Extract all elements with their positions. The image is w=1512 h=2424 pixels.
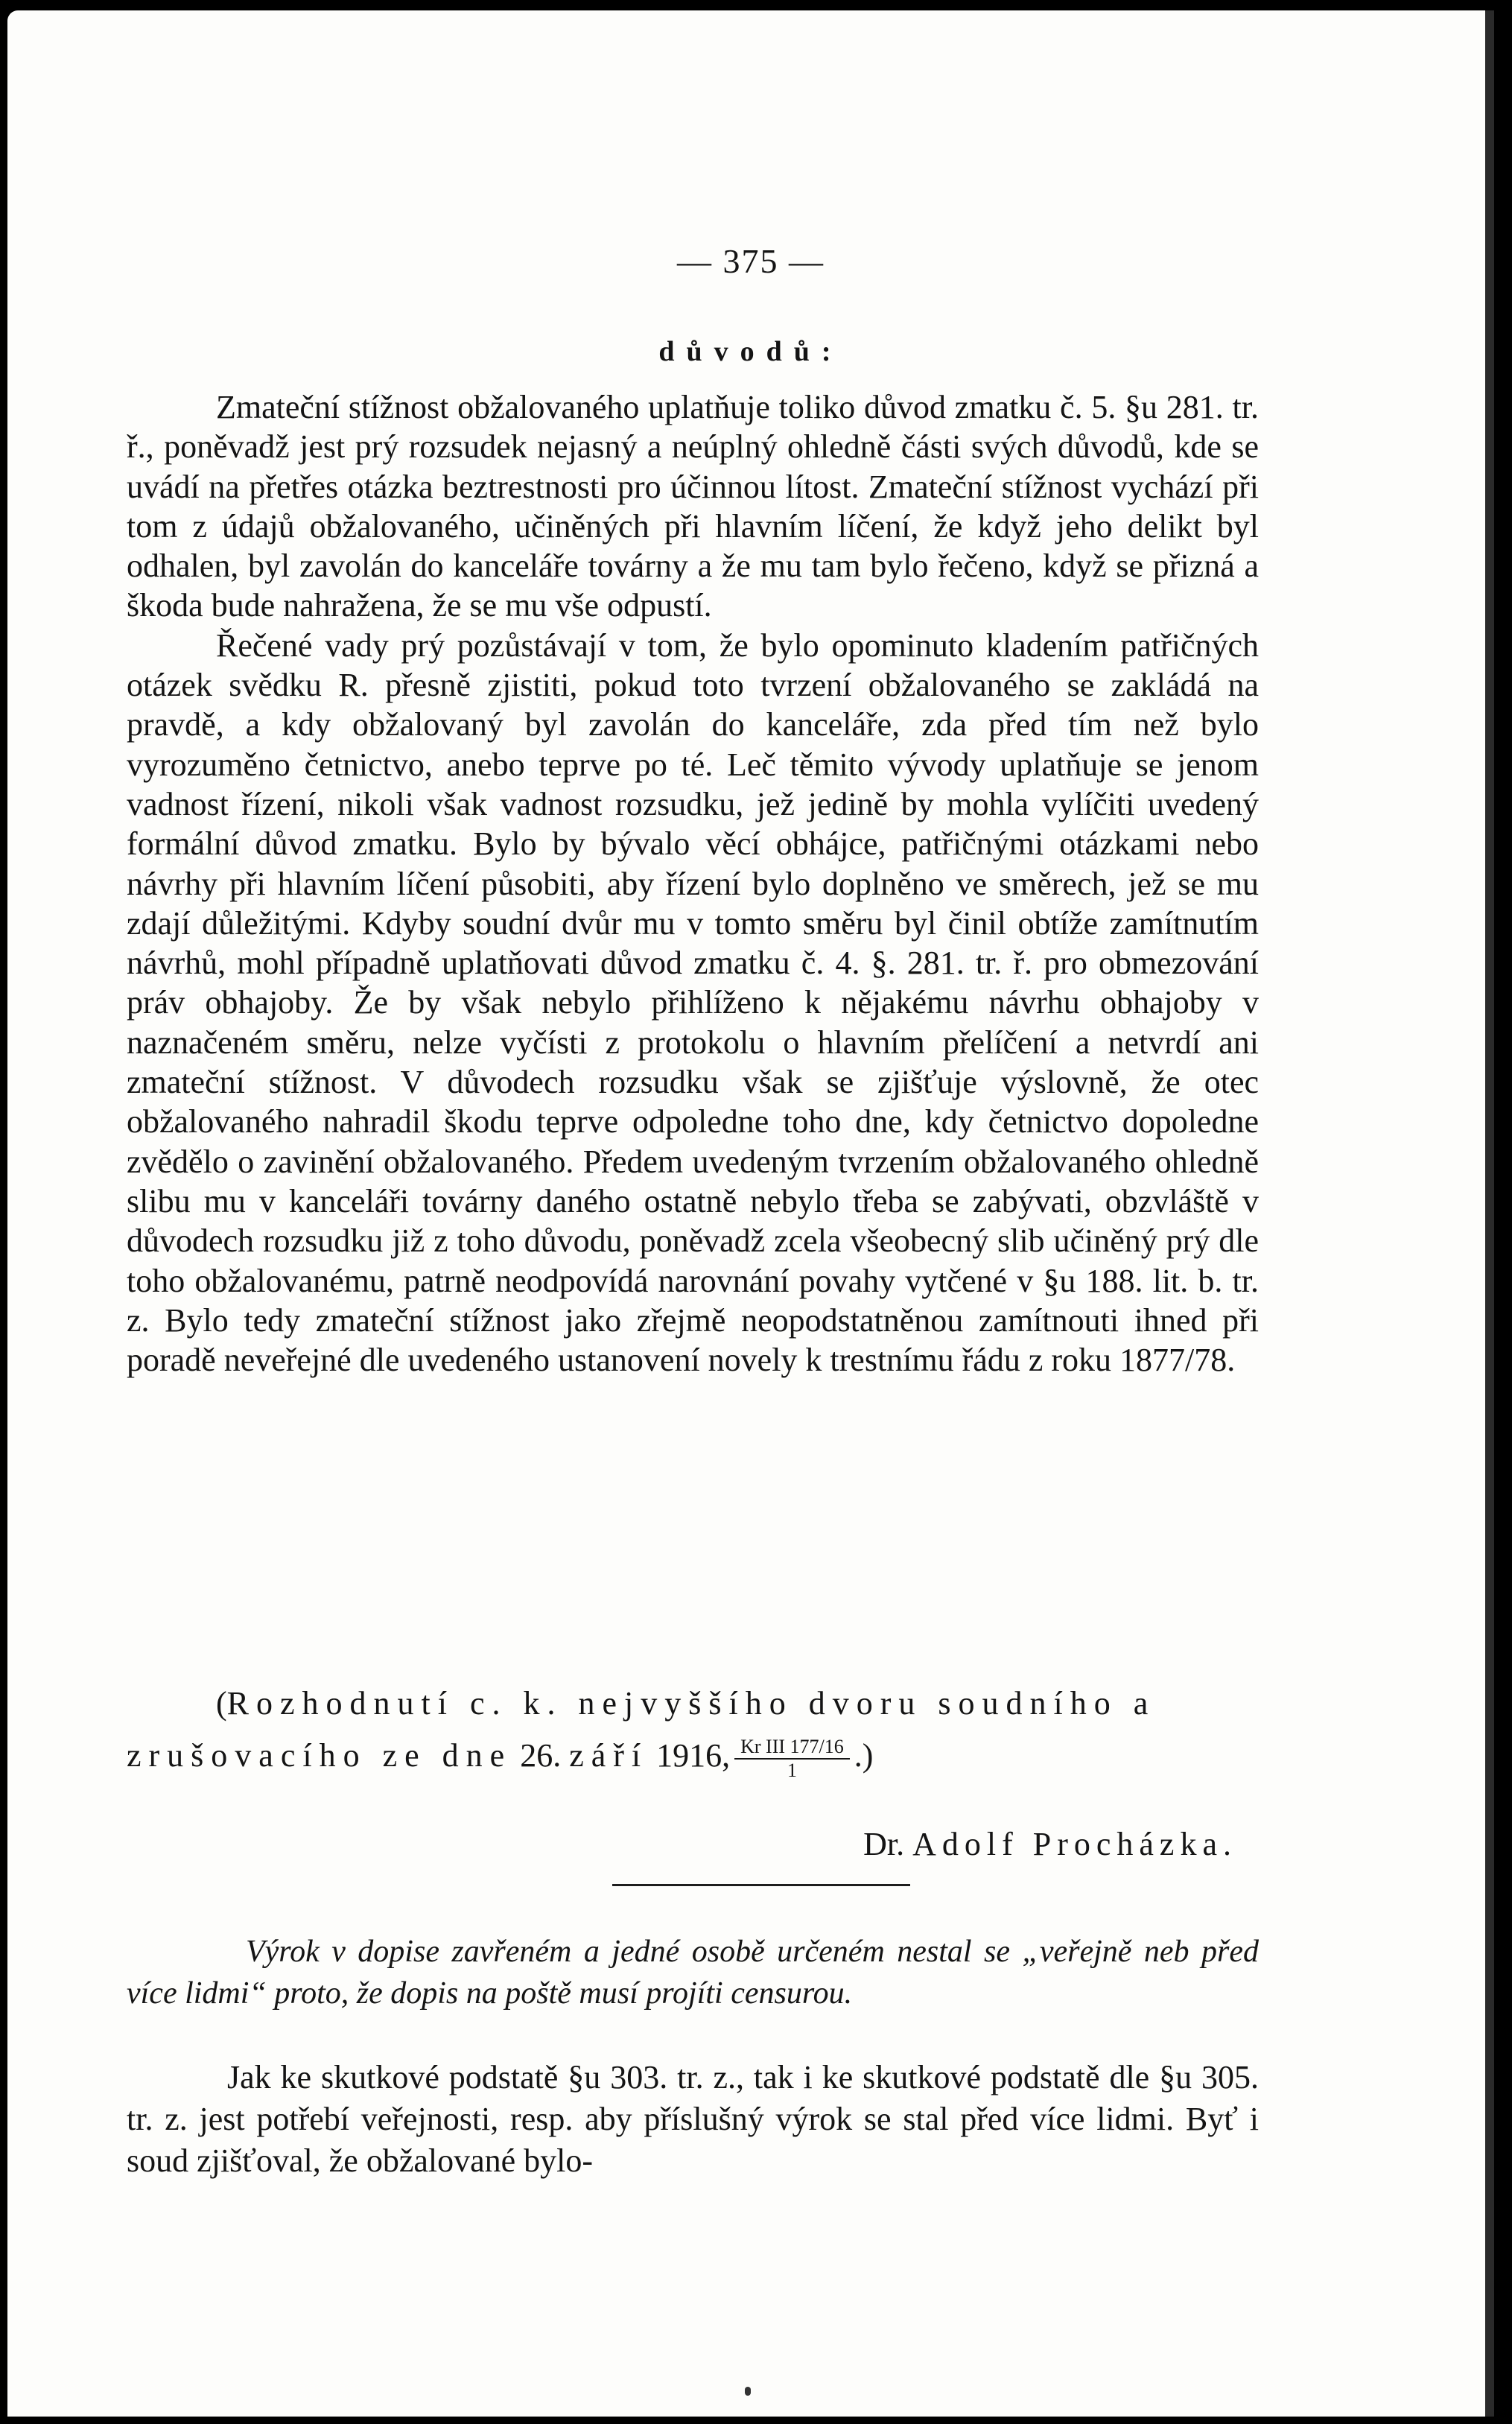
case-number-fraction (734, 1736, 850, 1782)
next-case-text: Jak ke skutkové podstatě §u 303. tr. z., tak i ke skutkové podstatě dle §u 305. tr. z. jest potřebí veřejnosti, resp. aby příslušný výrok se stal před více lidmi. Byť i soud zjišťoval, že obžalované bylo- (127, 2059, 1259, 2179)
decision-month: září (569, 1737, 649, 1774)
decision-line-1 (127, 1683, 1259, 1725)
document-page (7, 10, 1494, 2417)
decision-date-prefix: zrušovacího ze dne (127, 1737, 512, 1774)
paragraph-2: Řečené vady prý pozůstávají v tom, že bylo opominuto kladením patřičných otázek svědku R. přesně zjistiti, pokud toto tvrzení obžalovaného se zakládá na pravdě, a kdy obžalovaný byl zavolán do kanceláře, zda před tím než bylo vyrozuměno četnictvo, anebo teprve po té. Leč těmito vývody uplatňuje se jenom vadnost řízení, nikoli však vadnost rozsudku, jež jedině by mohla vylíčiti uvedený formální důvod zmatku. Bylo by bývalo věcí obhájce, patřičnými otázkami nebo návrhy při hlavním líčení působiti, aby řízení bylo doplněno ve směrech, jež se mu zdají důležitými. Kdyby soudní dvůr mu v tomto směru byl činil obtíže zamítnutím návrhů, mohl případně uplatňovati důvod zmatku č. 4. §. 281. tr. ř. pro obmezování práv obhajoby. Že by však nebylo přihlíženo k nějakému návrhu obhajoby v naznačeném směru, nelze vyčísti z protokolu o hlavním přelíčení a netvrdí ani zmateční stížnost. V důvodech rozsudku však se zjišťuje výslovně, že otec obžalovaného nahradil škodu teprve odpoledne toho dne, kdy četnictvo dopoledne zvědělo o zavinění obžalovaného. Předem uvedeným tvrzením obžalovaného ohledně slibu mu v kanceláři továrny daného ostatně nebylo třeba se zabývati, obzvláště v důvodech rozsudku již z toho důvodu, poněvadž zcela všeobecný slib učiněný prý dle toho obžalovanému, patrně neodpovídá narovnání povahy vytčené v §u 188. lit. b. tr. z. Bylo tedy zmateční stížnost jako zřejmě neopodstatněnou zamítnouti ihned při poradě neveřejné dle uvedeného ustanovení novely k trestnímu řádu z roku 1877/78. (127, 626, 1259, 1379)
signature (863, 1825, 1237, 1863)
decision-line-2 (127, 1735, 1259, 1782)
signature-title: Dr. (863, 1826, 905, 1862)
paragraph-1: Zmateční stížnost obžalovaného uplatňuje toliko důvod zmatku č. 5. §u 281. tr. ř., poněvadž jest prý rozsudek nejasný a neúplný ohledně části svých důvodů, kde se uvádí na přetřes otázka beztrestnosti pro účinnou lítost. Zmateční stížnost vychází při tom z údajů obžalovaného, učiněných při hlavním líčení, že když jeho delikt byl odhalen, byl zavolán do kanceláře továrny a že mu tam bylo řečeno, když se přizná a škoda bude nahražena, že se mu vše odpustí. (127, 389, 1259, 624)
headnote: Výrok v dopise zavřeném a jedné osobě určeném nestal se „veřejně neb před více lidmi“ proto, že dopis na poště musí projíti censurou. (127, 1935, 1259, 2011)
decision-citation (127, 1683, 1259, 1782)
scan-speck (745, 2387, 751, 2396)
signature-name: Adolf Procházka. (912, 1826, 1237, 1862)
scan-edge (1485, 10, 1494, 2417)
open-paren: ( (216, 1685, 227, 1722)
reasoning-text (127, 387, 1259, 1380)
section-divider (612, 1884, 910, 1886)
decision-close: .) (854, 1737, 874, 1774)
page-number: — 375 — (677, 242, 825, 280)
decision-day: 26. (520, 1737, 562, 1774)
section-heading: důvodů: (658, 336, 843, 367)
case-number: Kr III 177/16 (734, 1736, 850, 1760)
case-number-denominator: 1 (787, 1759, 797, 1781)
court-name: Rozhodnutí c. k. nejvyššího dvoru soudního a (226, 1685, 1156, 1722)
decision-year: 1916, (656, 1737, 731, 1774)
